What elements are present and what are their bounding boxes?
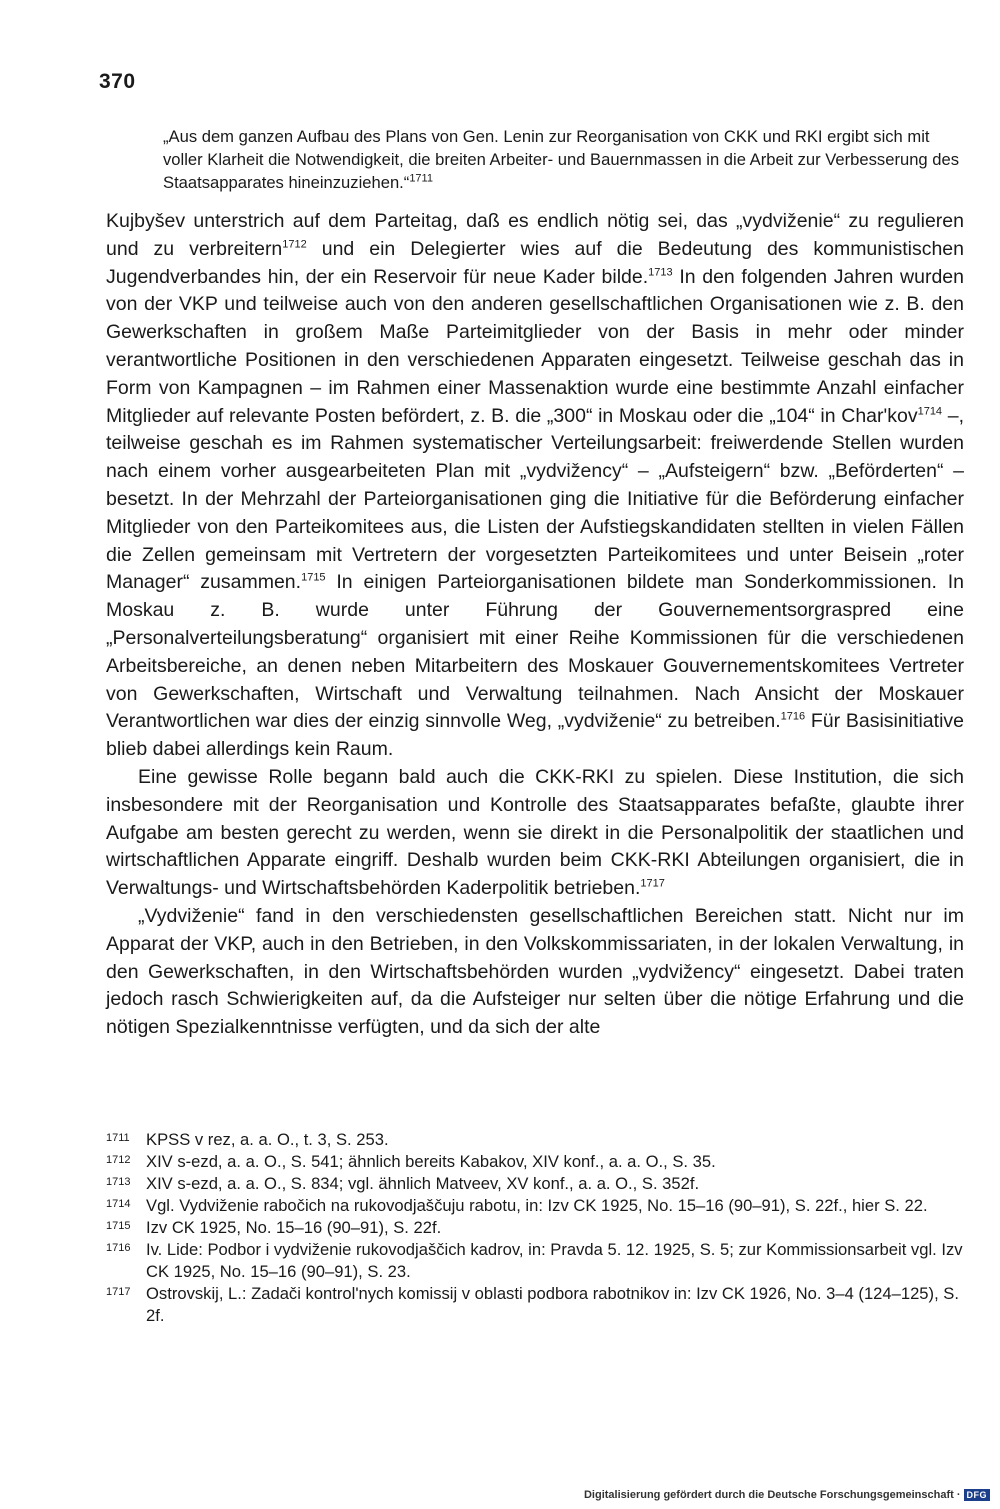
paragraph	[106, 903, 964, 1042]
footnote	[106, 1151, 968, 1173]
footnote-text: KPSS v rez, a. a. O., t. 3, S. 253.	[146, 1130, 389, 1149]
footnote-ref[interactable]: 1711	[409, 172, 433, 185]
footnote-text: XIV s-ezd, a. a. O., S. 541; ähnlich bereits Kabakov, XIV konf., a. a. O., S. 35.	[146, 1152, 716, 1171]
dfg-logo: DFG	[964, 1489, 991, 1501]
paragraph	[106, 208, 964, 764]
paragraph	[106, 764, 964, 903]
footnote	[106, 1217, 968, 1239]
footnote-ref[interactable]: 1714	[917, 405, 943, 418]
footnote-ref[interactable]: 1713	[648, 266, 673, 279]
paragraph-text: „Vydviženie“ fand in den verschiedensten gesellschaftlichen Bereichen statt. Nicht nur im Apparat der VKP, auch in den Betrieben, in den Volkskommissariaten, in der lokalen Verwaltung, in den Gewerkschaften, in den Wirtschaftsbehörden wurden „vydvižency“ eingesetzt. Dabei traten jedoch rasch Schwierigkeiten auf, da die Aufsteiger nur selten über die nötige Erfahrung und die nötigen Spezialkenntnisse verfügten, und da sich der alte	[106, 904, 964, 1039]
footnote-text: XIV s-ezd, a. a. O., S. 834; vgl. ähnlich Matveev, XV konf., a. a. O., S. 352f.	[146, 1174, 700, 1193]
footnote	[106, 1239, 968, 1283]
footnote-number: 1713	[106, 1176, 131, 1188]
footnote-number: 1714	[106, 1198, 131, 1210]
footnote	[106, 1173, 968, 1195]
footer-text: Digitalisierung gefördert durch die Deutsche Forschungsgemeinschaft ·	[583, 1489, 961, 1501]
block-quote	[163, 125, 963, 194]
footnote-text: Izv CK 1925, No. 15–16 (90–91), S. 22f.	[146, 1218, 442, 1237]
footnotes	[106, 1129, 968, 1327]
quote-text: „Aus dem ganzen Aufbau des Plans von Gen. Lenin zur Reorganisation von CKK und RKI ergibt sich mit voller Klarheit die Notwendigkeit, die breiten Arbeiter- und Bauernmassen in die Arbeit zur Verbesserung des Staatsapparates hineinzuziehen.“	[163, 127, 960, 192]
footnote	[106, 1129, 968, 1151]
body-text	[106, 208, 964, 1042]
footnote-number: 1716	[106, 1242, 131, 1254]
paragraph-text: In den folgenden Jahren wurden von der VKP und teilweise auch von den anderen gesellschaftlichen Organisationen wie z. B. den Gewerkschaften in großem Maße Parteimitglieder von der Basis in mehr oder minder verantwortliche Positionen in den verschiedenen Apparaten eingesetzt. Teilweise geschah das in Form von Kampagnen – im Rahmen einer Massenaktion wurde eine bestimmte Anzahl einfacher Mitglieder auf relevante Posten befördert, z. B. die „300“ in Moskau oder die „104“ in Char'kov	[106, 265, 964, 427]
page-number: 370	[99, 70, 136, 93]
footnote-text: Iv. Lide: Podbor i vydviženie rukovodjaščich kadrov, in: Pravda 5. 12. 1925, S. 5; zur Kommissionsarbeit vgl. Izv CK 1925, No. 15–16 (90–91), S. 23.	[146, 1240, 963, 1281]
paragraph-text: Kujbyšev unterstrich auf dem Parteitag, daß es endlich nötig sei, das „vydviženie“ zu regulieren und zu verbreitern	[106, 210, 964, 260]
footnote-ref[interactable]: 1717	[640, 877, 665, 890]
footnote-number: 1717	[106, 1286, 131, 1298]
footnote-text: Ostrovskij, L.: Zadači kontrol'nych komissij v oblasti podbora rabotnikov in: Izv CK 1926, No. 3–4 (124–125), S. 2f.	[146, 1284, 959, 1325]
footnote-number: 1712	[106, 1154, 131, 1166]
paragraph-text: und ein Delegierter wies auf die Bedeutung des kommunistischen Jugendverbandes hin, der ein Reservoir für neue Kader bilde.	[106, 237, 964, 288]
footnote	[106, 1283, 968, 1327]
footnote-ref[interactable]: 1715	[301, 571, 326, 584]
footnote-number: 1715	[106, 1220, 131, 1232]
footnote-ref[interactable]: 1716	[780, 710, 806, 723]
paragraph-text: –, teilweise geschah es im Rahmen systematischer Verteilungsarbeit: freiwerdende Stellen wurden nach einem vorher ausgearbeiteten Plan mit „vydvižency“ – „Aufsteigern“ bzw. „Beförderten“ – besetzt. In der Mehrzahl der Parteiorganisationen ging die Initiative für die Beförderung einfacher Mitglieder von den Parteikomitees aus, die Listen der Aufstiegskandidaten stellten in vielen Fällen die Zellen gemeinsam mit Vertretern der vorgesetzten Parteikomitees und unter Beisein „roter Manager“ zusammen.	[106, 404, 964, 594]
footnote-ref[interactable]: 1712	[282, 238, 307, 251]
footnote	[106, 1195, 968, 1217]
paragraph-text: Eine gewisse Rolle begann bald auch die CKK-RKI zu spielen. Diese Institution, die sich insbesondere mit der Reorganisation und Kontrolle des Staatsapparates befaßte, glaubte ihrer Aufgabe am besten gerecht zu werden, wenn sie direkt in die Personalpolitik der staatlichen und wirtschaftlichen Apparate eingriff. Deshalb wurden beim CKK-RKI Abteilungen organisiert, die in Verwaltungs- und Wirtschaftsbehörden Kaderpolitik betrieben.	[106, 765, 964, 900]
digitization-footer	[584, 1489, 990, 1501]
paragraph-text: In einigen Parteiorganisationen bildete man Sonderkommissionen. In Moskau z. B. wurde unter Führung der Gouvernementsorgraspred eine „Personalverteilungsberatung“ organisiert mit einer Reihe Kommissionen für die verschiedenen Arbeitsbereiche, an denen neben Mitarbeitern des Moskauer Gouvernementskomitees Vertreter von Gewerkschaften, Wirtschaft und Verwaltung teilnahmen. Nach Ansicht der Moskauer Verantwortlichen war dies der einzig sinnvolle Weg, „vydviženie“ zu betreiben.	[106, 571, 964, 733]
paragraph-text: Für Basisinitiative blieb dabei allerdings kein Raum.	[106, 710, 964, 761]
footnote-text: Vgl. Vydviženie rabočich na rukovodjaščuju rabotu, in: Izv CK 1925, No. 15–16 (90–91), S. 22f., hier S. 22.	[146, 1196, 928, 1215]
footnote-number: 1711	[106, 1132, 130, 1144]
